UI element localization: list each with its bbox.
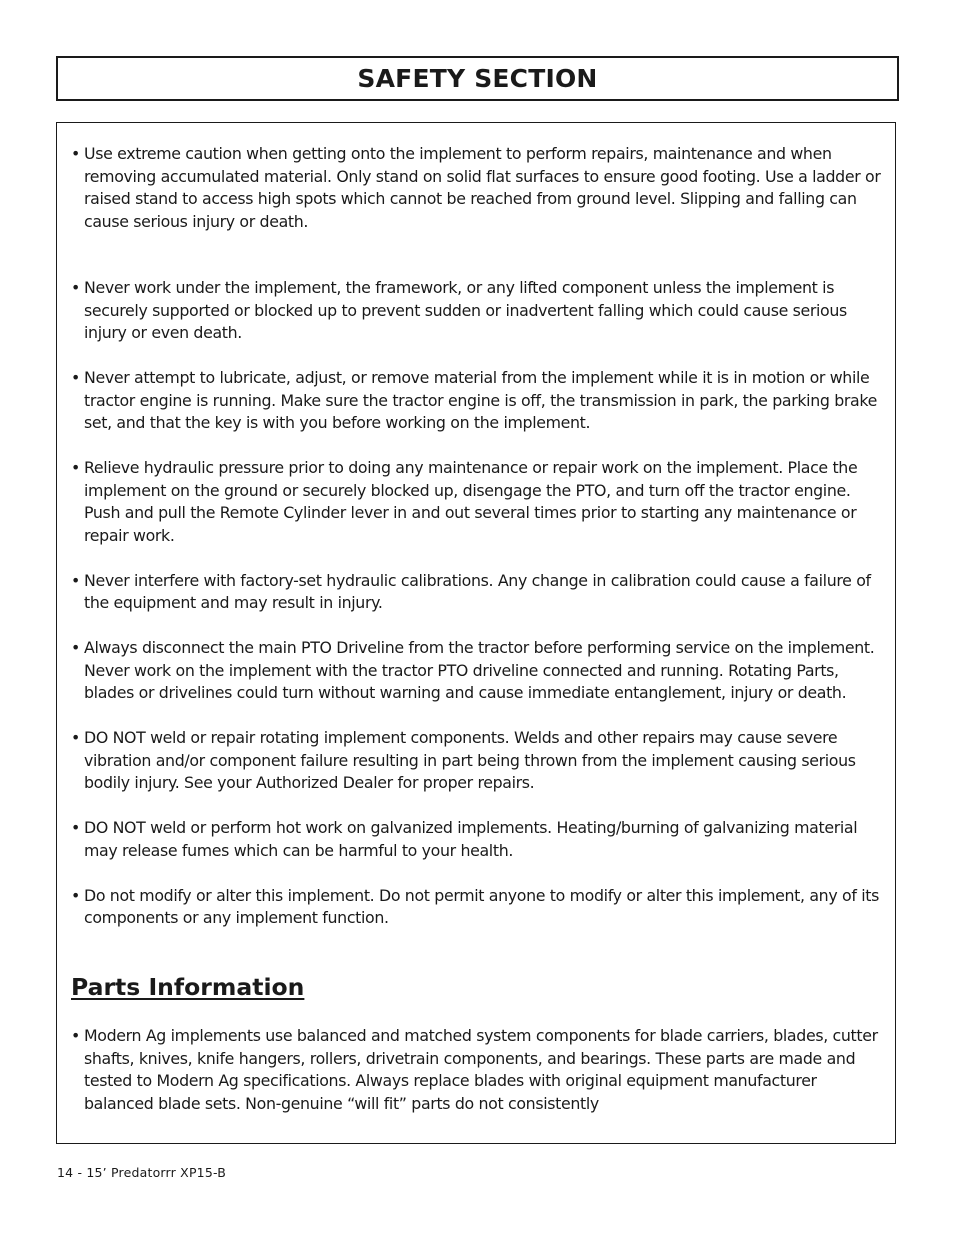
- safety-bullet: • Never work under the implement, the framework, or any lifted component unless the implement is securely supported or blocked up to prevent sudden or inadvertent falling which could cause serious injury or even death.: [71, 277, 885, 345]
- safety-bullet: • Use extreme caution when getting onto the implement to perform repairs, maintenance and when removing accumulated material. Only stand on solid flat surfaces to ensure good footing. Use a ladder or raised stand to access high spots which cannot be reached from ground level. Slipping and falling can cause serious injury or death.: [71, 143, 885, 233]
- safety-bullet: • Never attempt to lubricate, adjust, or remove material from the implement while it is in motion or while tractor engine is running. Make sure the tractor engine is off, the transmission in park, the parking brake set, and that the key is with you before working on the implement.: [71, 367, 885, 435]
- parts-information-heading: Parts Information: [71, 973, 305, 1001]
- safety-bullet: • Do not modify or alter this implement. Do not permit anyone to modify or alter this implement, any of its components or any implement function.: [71, 885, 885, 930]
- safety-bullet-list: [71, 143, 885, 952]
- safety-bullet: • DO NOT weld or perform hot work on galvanized implements. Heating/burning of galvanizing material may release fumes which can be harmful to your health.: [71, 817, 885, 862]
- safety-bullet: • Never interfere with factory-set hydraulic calibrations. Any change in calibration could cause a failure of the equipment and may result in injury.: [71, 570, 885, 615]
- section-title: SAFETY SECTION: [357, 64, 598, 93]
- parts-bullet: • Modern Ag implements use balanced and matched system components for blade carriers, blades, cutter shafts, knives, knife hangers, rollers, drivetrain components, and bearings. These parts are made and tested to Modern Ag specifications. Always replace blades with original equipment manufacturer balanced blade sets. Non-genuine “will fit” parts do not consistently: [71, 1025, 885, 1115]
- section-title-box: [56, 56, 899, 101]
- safety-bullet: • DO NOT weld or repair rotating implement components. Welds and other repairs may cause severe vibration and/or component failure resulting in part being thrown from the implement causing serious bodily injury. See your Authorized Dealer for proper repairs.: [71, 727, 885, 795]
- page-footer: 14 - 15’ Predatorrr XP15-B: [57, 1165, 227, 1180]
- safety-bullet: • Always disconnect the main PTO Driveline from the tractor before performing service on the implement. Never work on the implement with the tractor PTO driveline connected and running. Rotating Parts, blades or drivelines could turn without warning and cause immediate entanglement, injury or death.: [71, 637, 885, 705]
- safety-bullet: • Relieve hydraulic pressure prior to doing any maintenance or repair work on the implement. Place the implement on the ground or securely blocked up, disengage the PTO, and turn off the tractor engine. Push and pull the Remote Cylinder lever in and out several times prior to starting any maintenance or repair work.: [71, 457, 885, 547]
- content-box: [56, 122, 896, 1144]
- parts-bullet-list: [71, 1025, 885, 1138]
